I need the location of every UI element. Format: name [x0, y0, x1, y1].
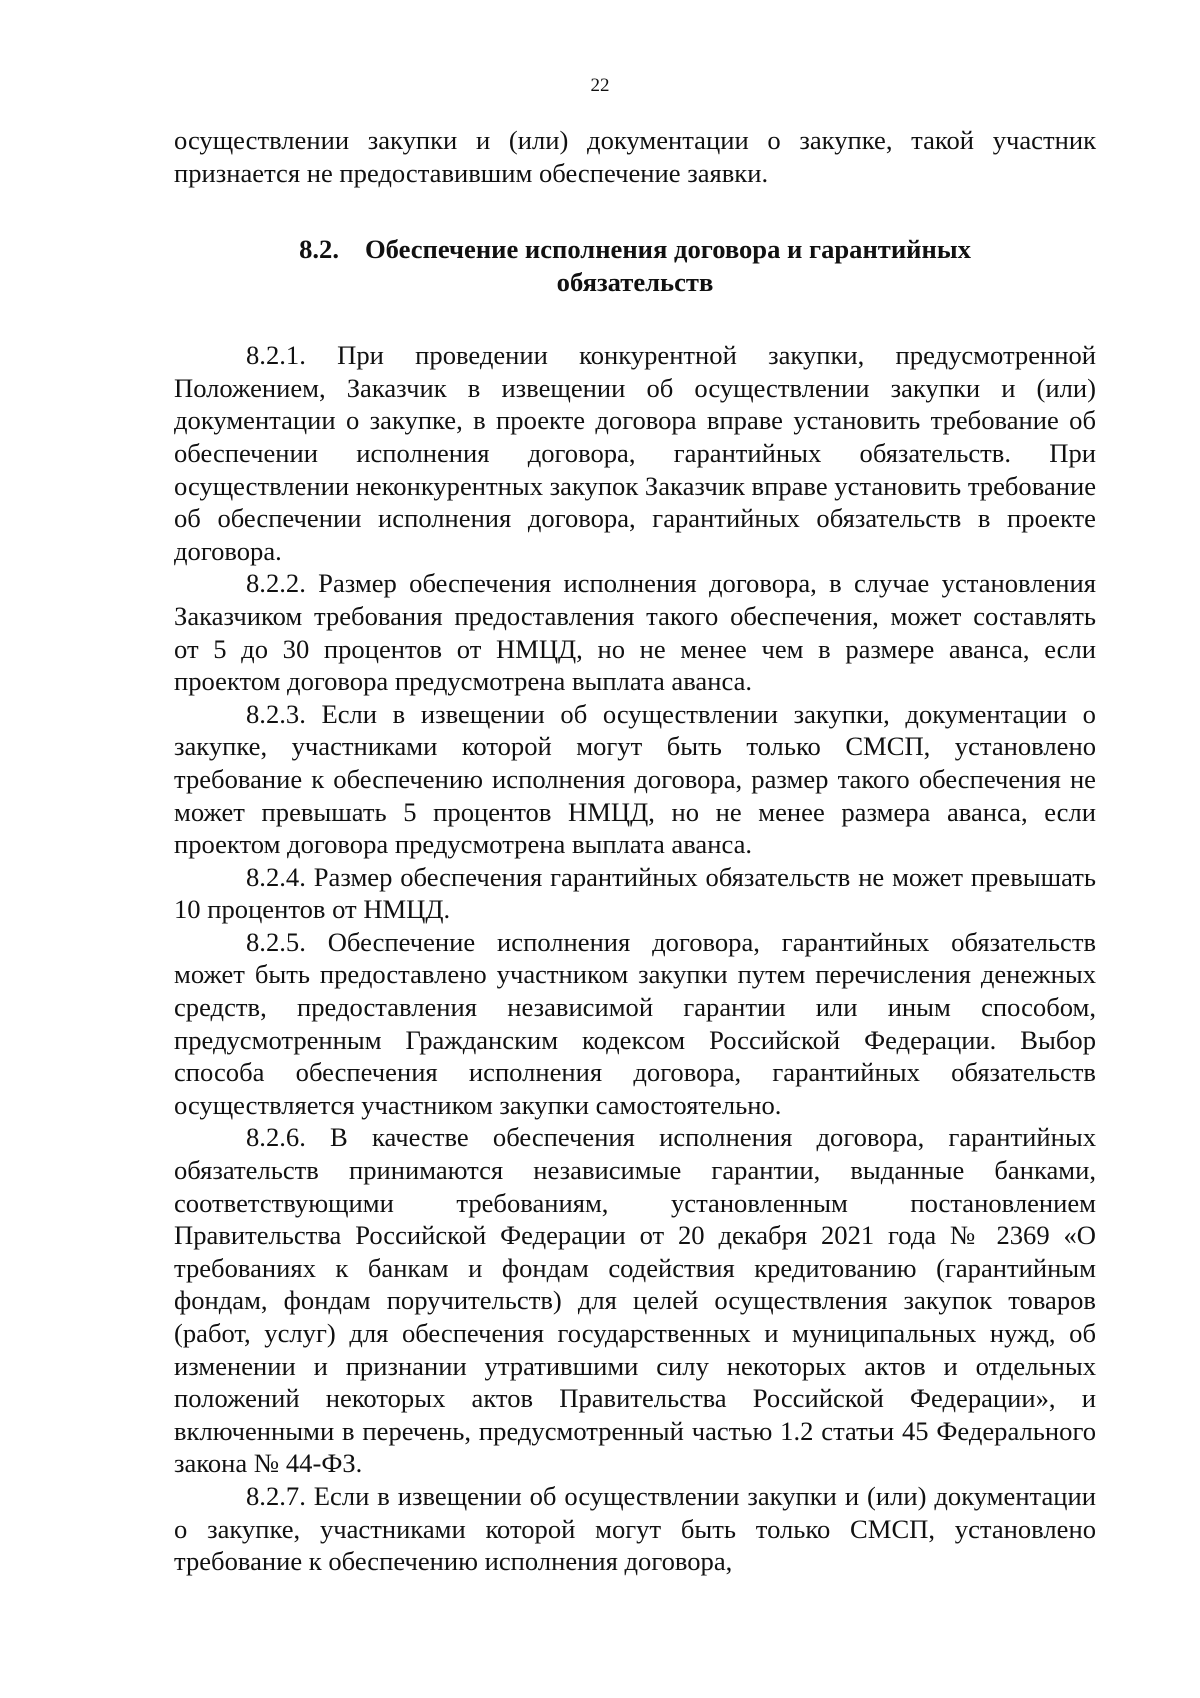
clause-number: 8.2.3.: [246, 698, 306, 729]
clause-8-2-7: [174, 1480, 1096, 1578]
clause-number: 8.2.6.: [246, 1122, 306, 1153]
clause-text: При проведении конкурентной закупки, предусмотренной Положением, Заказчик в извещении об осуществлении закупки и (или) документации о закупке, в проекте договора вправе установить требование об обеспечении исполнения договора, гарантийных обязательств. При осуществлении неконкурентных закупок Заказчик вправе установить требование об обеспечении исполнения договора, гарантийных обязательств в проекте договора.: [174, 340, 1096, 566]
section-title-line-2: обязательств: [556, 267, 714, 298]
document-body: [174, 124, 1096, 1578]
clause-text: Размер обеспечения гарантийных обязательств не может превышать 10 процентов от НМЦД.: [174, 861, 1096, 925]
page-number: 22: [590, 75, 610, 96]
section-heading: [174, 233, 1096, 299]
clause-number: 8.2.5.: [246, 926, 306, 957]
clause-8-2-5: [174, 926, 1096, 1122]
clause-number: 8.2.4.: [246, 861, 306, 892]
clause-text: Обеспечение исполнения договора, гарантийных обязательств может быть предоставлено участником закупки путем перечисления денежных средств, предоставления независимой гарантии или иным способом, предусмотренным Гражданским кодексом Российской Федерации. Выбор способа обеспечения исполнения договора, гарантийных обязательств осуществляется участником закупки самостоятельно.: [174, 926, 1097, 1120]
clause-text: Размер обеспечения исполнения договора, в случае установления Заказчиком требования предоставления такого обеспечения, может составлять от 5 до 30 процентов от НМЦД, но не менее чем в размере аванса, если проектом договора предусмотрена выплата аванса.: [174, 568, 1096, 697]
clause-8-2-4: [174, 861, 1096, 926]
clause-number: 8.2.1.: [246, 340, 306, 371]
clause-number: 8.2.7.: [246, 1480, 306, 1511]
clause-number: 8.2.2.: [246, 568, 306, 599]
section-title-line-1: Обеспечение исполнения договора и гарантийных: [364, 234, 971, 265]
clause-8-2-1: [174, 339, 1096, 567]
clause-8-2-2: [174, 567, 1096, 697]
continuation-paragraph: осуществлении закупки и (или) документации о закупке, такой участник признается не предоставившим обеспечение заявки.: [174, 125, 1096, 188]
clause-text: Если в извещении об осуществлении закупки, документации о закупке, участниками которой могут быть только СМСП, установлено требование к обеспечению исполнения договора, размер такого обеспечения не может превышать 5 процентов НМЦД, но не менее размера аванса, если проектом договора предусмотрена выплата аванса.: [174, 698, 1096, 860]
section-number: 8.2.: [299, 234, 339, 265]
clause-8-2-6: [174, 1121, 1096, 1480]
clause-8-2-3: [174, 698, 1096, 861]
clause-text: В качестве обеспечения исполнения договора, гарантийных обязательств принимаются независимые гарантии, выданные банками, соответствующими требованиям, установленным постановлением Правительства Российской Федерации от 20 декабря 2021 года № 2369 «О требованиях к банкам и фондам содействия кредитованию (гарантийным фондам, фондам поручительств) для целей осуществления закупок товаров (работ, услуг) для обеспечения государственных и муниципальных нужд, об изменении и признании утратившими силу некоторых актов и отдельных положений некоторых актов Правительства Российской Федерации», и включенными в перечень, предусмотренный частью 1.2 статьи 45 Федерального закона № 44-ФЗ.: [174, 1122, 1096, 1479]
clause-text: Если в извещении об осуществлении закупки и (или) документации о закупке, участниками которой могут быть только СМСП, установлено требование к обеспечению исполнения договора,: [174, 1480, 1096, 1577]
